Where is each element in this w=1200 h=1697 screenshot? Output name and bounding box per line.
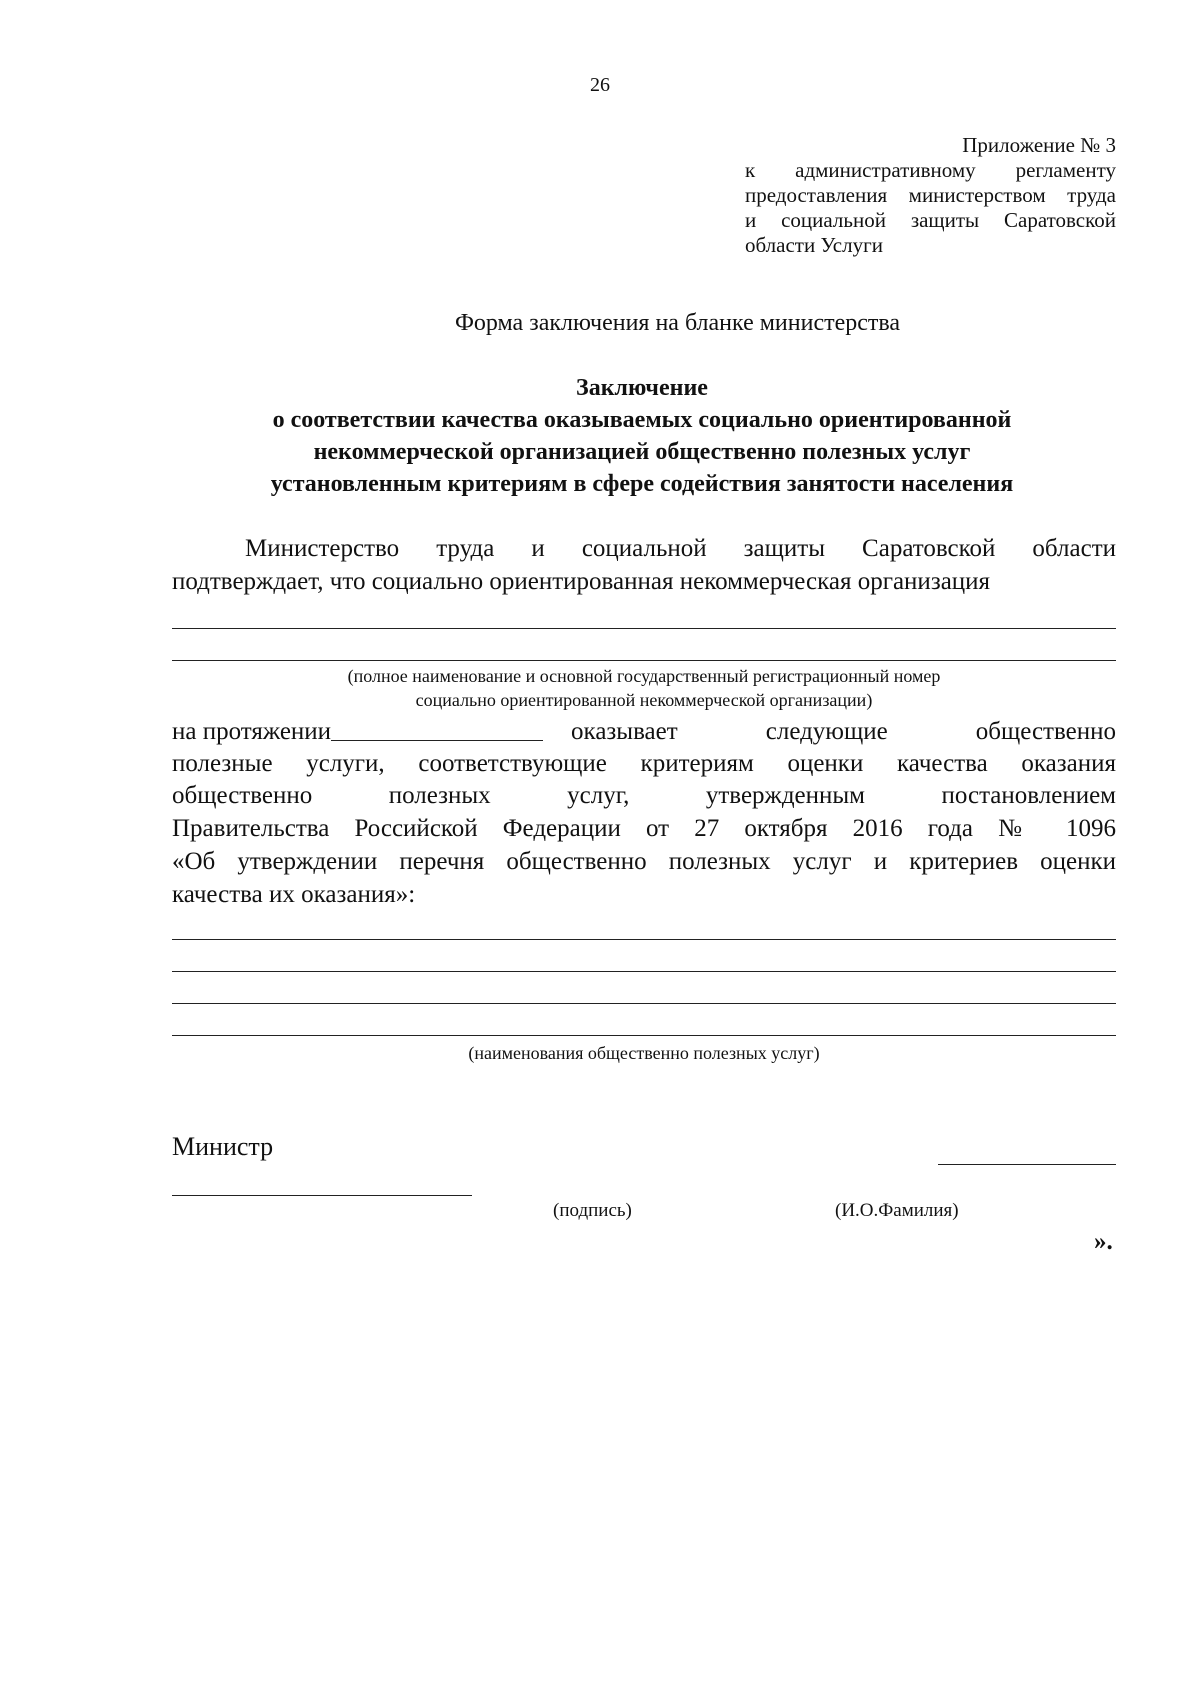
appendix-block [745, 133, 1116, 258]
services-line-1[interactable] [172, 939, 1116, 940]
appendix-line: к административному регламенту [745, 158, 1116, 182]
form-note: Форма заключения на бланке министерства [454, 310, 901, 336]
title-heading: Заключение [576, 375, 708, 401]
services-line-3[interactable] [172, 1003, 1116, 1004]
appendix-line: предоставления министерством труда [745, 183, 1116, 207]
signature-line[interactable] [172, 1195, 472, 1196]
services-line-2[interactable] [172, 971, 1116, 972]
signature-label: (подпись) [553, 1200, 632, 1221]
page-number: 26 [590, 74, 610, 96]
org-name-line-2[interactable] [172, 660, 1116, 661]
period-blank[interactable] [331, 716, 543, 741]
name-line[interactable] [938, 1164, 1116, 1165]
paragraph-2-line-4: Правительства Российской Федерации от 27 октября 2016 года № 1096 [172, 815, 1116, 842]
paragraph-2-line-3: общественно полезных услуг, утвержденным постановлением [172, 782, 1116, 809]
services-caption: (наименования общественно полезных услуг) [468, 1043, 820, 1063]
paragraph-1-line-2: подтверждает, что социально ориентированная некоммерческая организация [172, 568, 991, 595]
signer-role: Министр [172, 1132, 274, 1161]
name-label: (И.О.Фамилия) [835, 1200, 959, 1221]
appendix-title: Приложение № 3 [962, 133, 1116, 157]
org-caption: (полное наименование и основной государственный регистрационный номер социально ориентированной некоммерческой организации) [347, 666, 941, 710]
org-name-line-1[interactable] [172, 628, 1116, 629]
title-line: о соответствии качества оказываемых социально ориентированной [272, 407, 1012, 433]
closing-quote: ». [1094, 1228, 1113, 1255]
document-title [172, 372, 1112, 500]
paragraph-2-line-5: «Об утверждении перечня общественно полезных услуг и критериев оценки [172, 848, 1116, 875]
appendix-line: области Услуги [745, 233, 883, 257]
paragraph-2-line-6: качества их оказания»: [172, 881, 416, 908]
services-lead: оказывает следующие общественно [571, 718, 1116, 745]
appendix-line: и социальной защиты Саратовской [745, 208, 1116, 232]
paragraph-2-line-2: полезные услуги, соответствующие критериям оценки качества оказания [172, 750, 1116, 777]
title-line: установленным критериям в сфере содействия занятости населения [270, 471, 1014, 497]
title-line: некоммерческой организацией общественно полезных услуг [313, 439, 971, 465]
paragraph-1-line-1: Министерство труда и социальной защиты Саратовской области [245, 535, 1116, 562]
paragraph-2-line-1 [172, 716, 1116, 747]
period-label: на протяжении [172, 718, 332, 745]
services-line-4[interactable] [172, 1035, 1116, 1036]
